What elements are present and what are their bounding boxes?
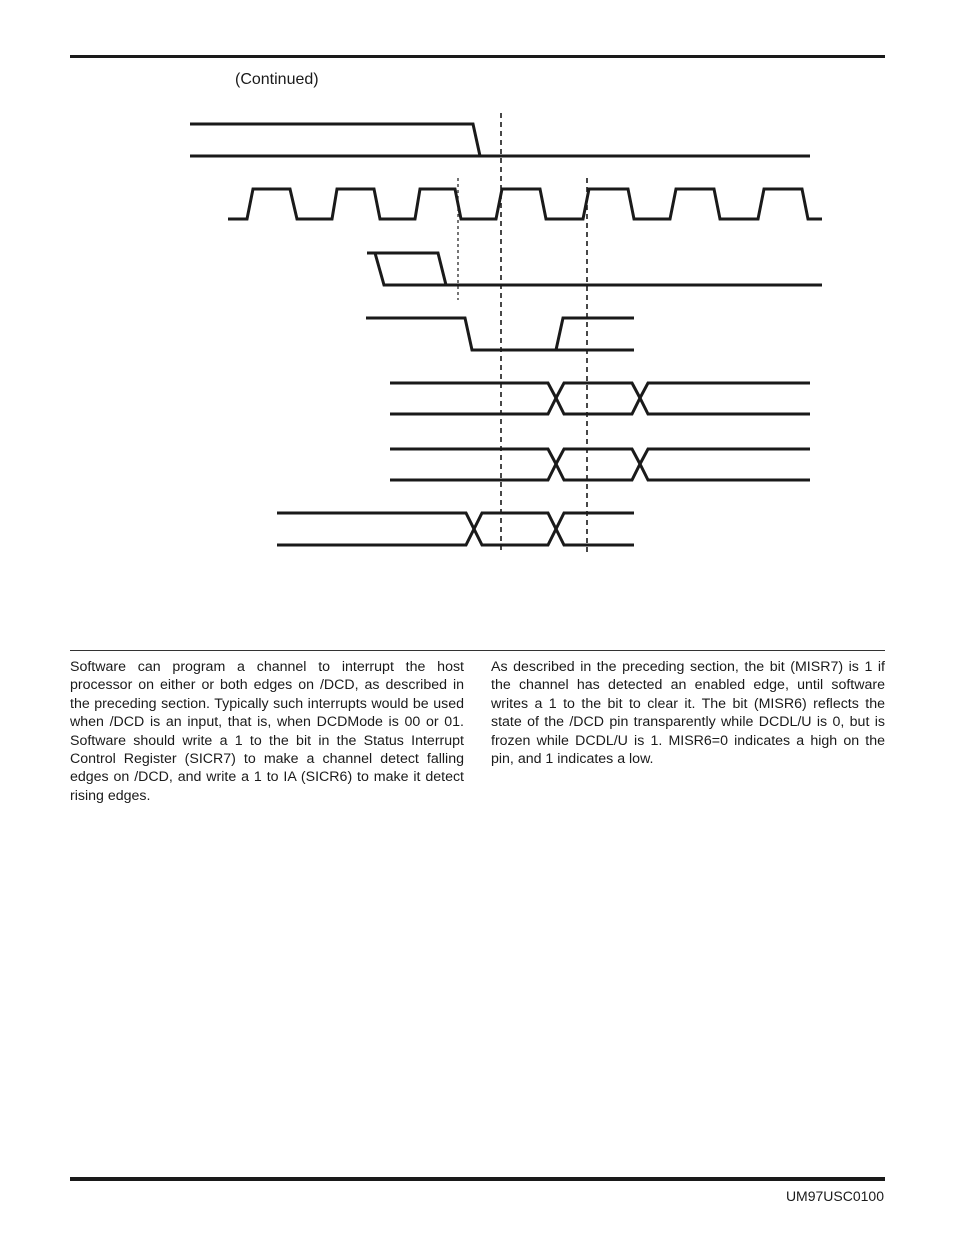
right-paragraph: As described in the preceding section, the bit (MISR7) is 1 if the channel has detected an enabled edge, until software writes a 1 to the bit to clear it. The bit (MISR6) reflects the state of the /DCD pin transparently while DCDL/U is 0, but is frozen while DCDL/U is 1. MISR6=0 indicates a high on the pin, and 1 indicates a low. <box>491 659 885 768</box>
footer-doc-id: UM97USC0100 <box>785 1188 884 1204</box>
signal-2-clock-waveform <box>228 189 822 219</box>
continued-label: (Continued) <box>235 71 319 88</box>
signal-3-waveform <box>367 253 822 285</box>
signal-6-lower <box>390 464 810 480</box>
bottom-rule <box>70 1177 885 1181</box>
signal-7-lower <box>277 529 634 545</box>
left-paragraph: Software can program a channel to interrupt the host processor on either or both edges on /DCD, as described in the preceding section. Typically such interrupts would be used when /DCD is an input, that is, when DCDMode is 00 or 01. Software should write a 1 to the bit in the Status Interrupt Control Register (SICR7) to make a channel detect falling edges on /DCD, and write a 1 to IA (SICR6) to make it detect rising edges. <box>70 659 464 804</box>
section-rule <box>70 650 885 651</box>
timing-diagram <box>0 0 954 600</box>
right-column <box>491 658 885 768</box>
signal-4-waveform <box>366 318 634 350</box>
signal-7-upper <box>277 513 634 529</box>
signal-5-upper <box>390 383 810 398</box>
signal-3-lower-edge <box>375 253 446 285</box>
signal-5-lower <box>390 398 810 414</box>
signal-6-upper <box>390 449 810 464</box>
left-column <box>70 658 464 805</box>
signal-1-waveform <box>190 124 810 156</box>
